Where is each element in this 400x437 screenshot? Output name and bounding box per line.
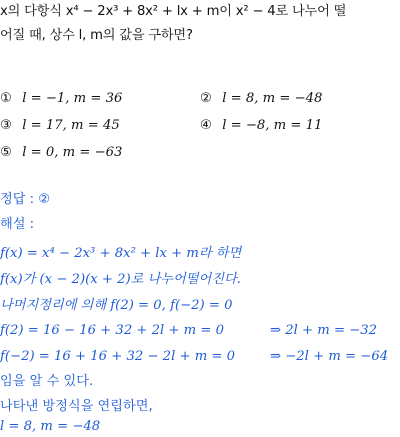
choice-1[interactable]: [0, 89, 122, 109]
solution-line-4-left: f(2) = 16 − 16 + 32 + 2l + m = 0: [0, 323, 225, 338]
choice-2[interactable]: [200, 89, 322, 109]
solution-line-7: 나타낸 방정식을 연립하면,: [0, 399, 153, 414]
choice-5-text: l = 0, m = −63: [22, 145, 123, 160]
choice-1-text: l = −1, m = 36: [22, 91, 123, 106]
choice-1-number: ①: [0, 91, 12, 106]
question-line-1: x의 다항식 x⁴ − 2x³ + 8x² + lx + m이 x² − 4로 나누어 떨: [0, 4, 347, 19]
choice-2-number: ②: [200, 91, 212, 106]
choice-4-number: ④: [200, 118, 212, 133]
choice-5-number: ⑤: [0, 145, 12, 160]
question-line-2: 어질 때, 상수 l, m의 값을 구하면?: [0, 28, 193, 43]
solution-line-1: f(x) = x⁴ − 2x³ + 8x² + lx + m라 하면: [0, 246, 242, 261]
solution-line-8: l = 8, m = −48: [0, 419, 101, 434]
solution-line-5-right: ⇒ −2l + m = −64: [270, 349, 389, 364]
choice-4[interactable]: [200, 116, 322, 136]
choice-5[interactable]: [0, 143, 122, 163]
solution-line-5-left: f(−2) = 16 + 16 + 32 − 2l + m = 0: [0, 349, 236, 364]
solution-line-4-right: ⇒ 2l + m = −32: [270, 323, 378, 338]
solution-line-6: 임을 알 수 있다.: [0, 374, 94, 389]
choice-4-text: l = −8, m = 11: [222, 118, 323, 133]
choice-3-number: ③: [0, 118, 12, 133]
choice-3-text: l = 17, m = 45: [22, 118, 120, 133]
solution-line-2: f(x)가 (x − 2)(x + 2)로 나누어떨어진다.: [0, 272, 241, 287]
solution-heading: 해설 :: [0, 217, 35, 232]
choice-2-text: l = 8, m = −48: [222, 91, 323, 106]
solution-line-3: 나머지정리에 의해 f(2) = 0, f(−2) = 0: [0, 298, 233, 313]
choice-3[interactable]: [0, 116, 120, 136]
answer-line: 정답 : ②: [0, 192, 51, 207]
